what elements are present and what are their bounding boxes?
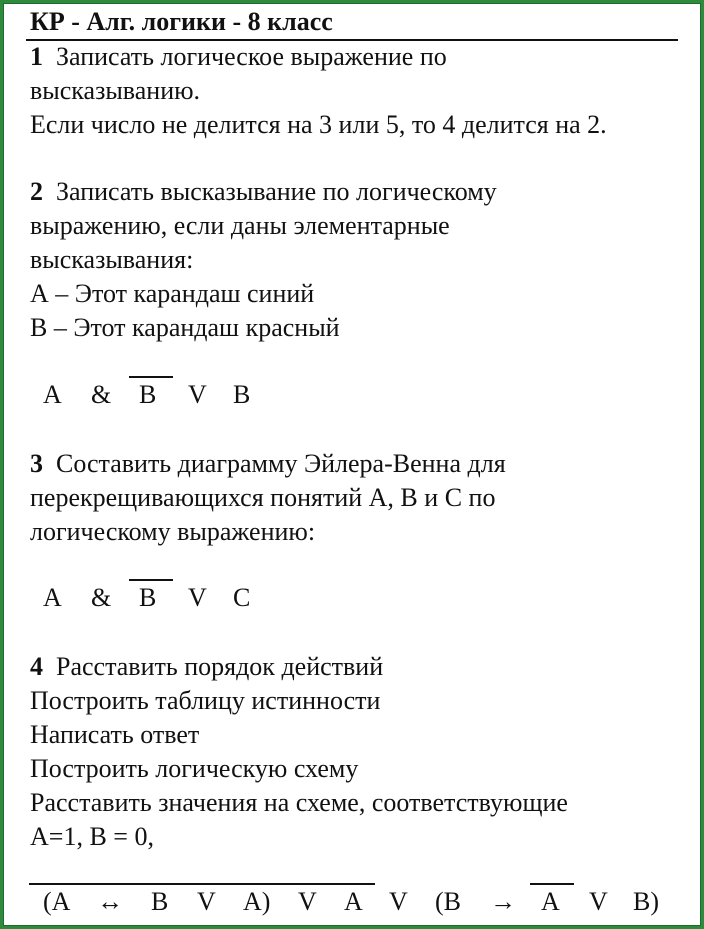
- task3-expr-c: C: [233, 583, 251, 612]
- task1-line2: высказыванию.: [30, 76, 201, 105]
- task4-line3: Написать ответ: [30, 720, 200, 749]
- task1-text1: Записать логическое выражение по: [56, 42, 447, 71]
- task4-expr-a2: A: [344, 887, 363, 916]
- task2-line5: В – Этот карандаш красный: [30, 313, 340, 342]
- task1-number: 1: [30, 42, 43, 71]
- task4-number: 4: [30, 652, 43, 681]
- task4-expr-implies: →: [490, 887, 516, 916]
- task2-expr-b: B: [233, 380, 251, 409]
- task4-expr-or2: V: [298, 887, 317, 916]
- task3-line3: логическому выражению:: [30, 517, 316, 546]
- task4-line2: Построить таблицу истинности: [30, 686, 381, 715]
- task2-expr-a: A: [43, 380, 62, 409]
- task4-expr-open-b: (B: [435, 887, 461, 916]
- task2-expr-or: V: [188, 380, 207, 409]
- task3-text1: Составить диаграмму Эйлера-Венна для: [56, 449, 506, 478]
- task4-expr-or3: V: [389, 887, 408, 916]
- task4-expr-or1: V: [197, 887, 216, 916]
- task4-expr-not-a: A: [541, 887, 560, 916]
- task4-expr-or4: V: [589, 887, 608, 916]
- task3-expr-and: &: [91, 583, 112, 612]
- task4-expr-b-close: B): [633, 887, 659, 916]
- task2-number: 2: [30, 177, 43, 206]
- task4-expr-b1: B: [151, 887, 169, 916]
- task4-expr-open-a: (A: [43, 887, 71, 916]
- task2-line4: А – Этот карандаш синий: [30, 279, 315, 308]
- task2-line1: [30, 176, 497, 208]
- task4-line4: Построить логическую схему: [30, 754, 359, 783]
- task3-line2: перекрещивающихся понятий А, В и С по: [30, 483, 496, 512]
- task2-line2: выражению, если даны элементарные: [30, 211, 450, 240]
- task4-expr-equiv: ↔: [97, 887, 123, 916]
- task4-line5: Расставить значения на схеме, соответствующие: [30, 788, 568, 817]
- task4-line6: А=1, В = 0,: [30, 822, 154, 851]
- task3-line1: [30, 448, 506, 480]
- task3-expr-not-b: B: [139, 583, 157, 612]
- task4-line1: [30, 651, 383, 683]
- page-title: КР - Алг. логики - 8 класс: [30, 7, 333, 36]
- task4-text1: Расставить порядок действий: [56, 652, 384, 681]
- task4-long-negation-bar: [29, 883, 375, 885]
- task3-number: 3: [30, 449, 43, 478]
- task2-expr-not-b: B: [139, 380, 157, 409]
- task2-expr-and: &: [91, 380, 112, 409]
- task3-expr-or: V: [188, 583, 207, 612]
- task3-negation-bar: [129, 579, 173, 581]
- task4-short-negation-bar: [530, 883, 574, 885]
- task4-expr-a-close: A): [243, 887, 271, 916]
- task2-line3: высказывания:: [30, 245, 194, 274]
- task3-expr-a: A: [43, 583, 62, 612]
- task1-line1: [30, 41, 447, 73]
- task2-text1: Записать высказывание по логическому: [56, 177, 497, 206]
- task1-line3: Если число не делится на 3 или 5, то 4 делится на 2.: [30, 110, 607, 139]
- task2-negation-bar: [129, 376, 173, 378]
